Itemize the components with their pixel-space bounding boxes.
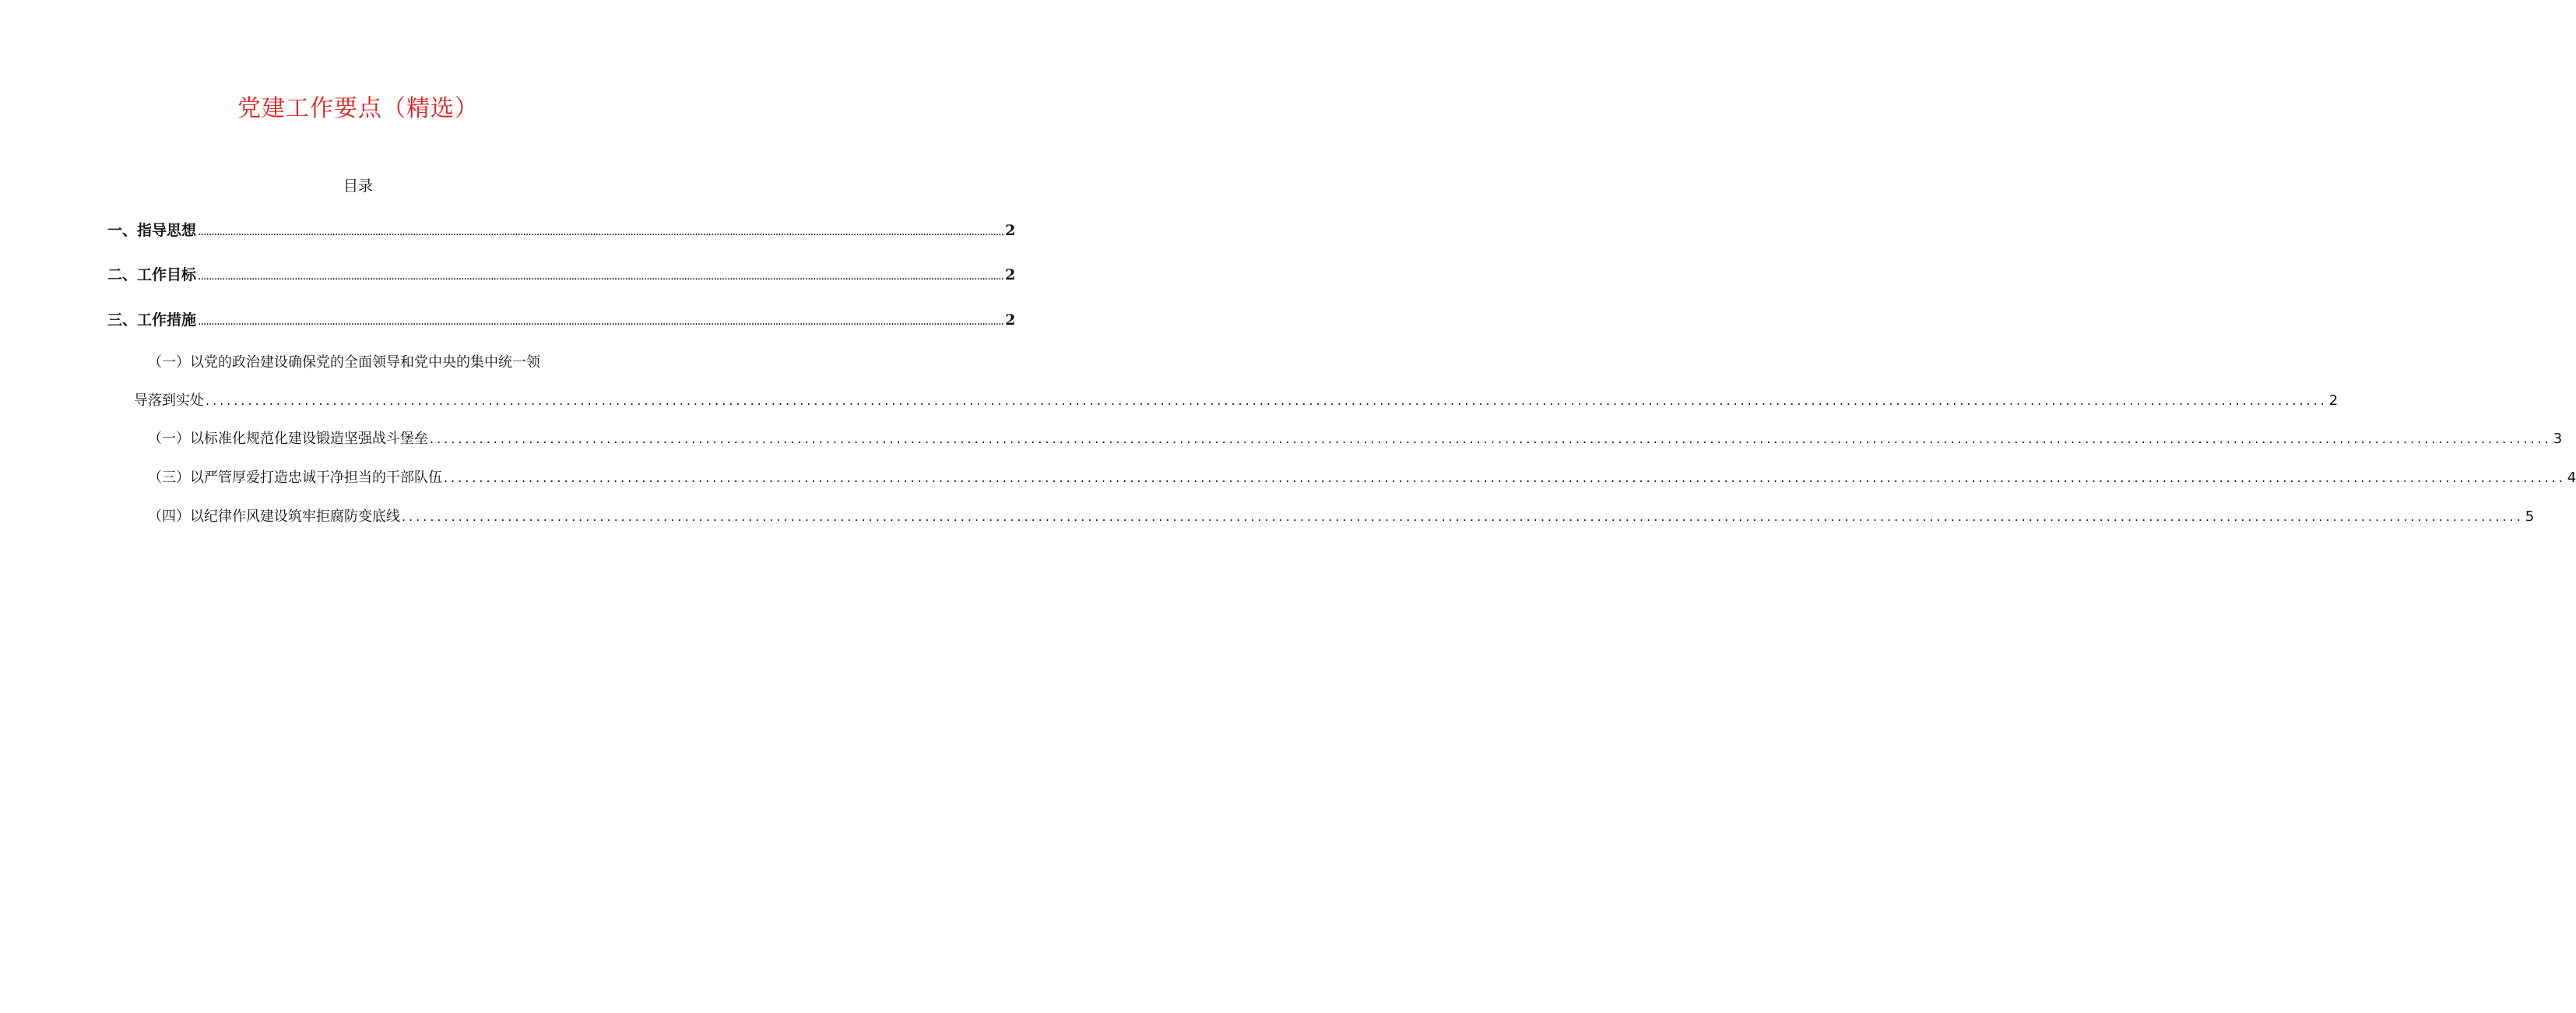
toc-heading: 目录 [343, 178, 373, 195]
toc-subentry-label: （三）以严管厚爱打造忠诚干净担当的干部队伍 [148, 470, 442, 486]
toc-dot-leader: ............................................................................................................................................................................................................................................................................................................ [430, 431, 2552, 446]
toc-page-number: 2 [1005, 311, 1016, 329]
toc-dot-leader: ............................................................................................................................................................................................................................................................................................................ [402, 509, 2524, 524]
toc-page-number: 3 [2553, 431, 2563, 447]
toc-dot-leader: ............................................................................................................................................................................................................................................................................................................ [444, 470, 2566, 485]
toc-page-number: 2 [1005, 266, 1016, 283]
toc-subentry-cadre-team[interactable] [148, 466, 2576, 490]
toc-page-number: 2 [2328, 392, 2339, 409]
toc-dot-leader: ............................................................................................................................................................................................................................................................................................................ [198, 315, 1004, 328]
toc-entry-label: 三、工作措施 [107, 311, 197, 329]
toc-subentry-standardization[interactable] [148, 427, 2563, 451]
toc-page-number: 4 [2567, 470, 2576, 486]
toc-subentry-label-line1: （一）以党的政治建设确保党的全面领导和党中央的集中统一领 [148, 354, 540, 371]
toc-entry-label: 一、指导思想 [107, 222, 197, 239]
toc-dot-leader: ............................................................................................................................................................................................................................................................................................................ [206, 393, 2328, 408]
document-title: 党建工作要点（精选） [237, 95, 479, 122]
toc-entry-guiding-ideology[interactable] [107, 219, 1016, 244]
toc-subentry-political-building-continued[interactable] [134, 389, 2339, 413]
toc-entry-label: 二、工作目标 [107, 266, 197, 283]
toc-subentry-discipline[interactable] [148, 505, 2535, 529]
toc-dot-leader: ............................................................................................................................................................................................................................................................................................................ [198, 226, 1004, 238]
toc-subentry-label: （四）以纪律作风建设筑牢拒腐防变底线 [148, 508, 400, 525]
toc-page-number: 2 [1005, 222, 1016, 239]
toc-entry-work-goals[interactable] [107, 263, 1016, 288]
toc-entry-work-measures[interactable] [107, 308, 1016, 333]
toc-page-number: 5 [2525, 508, 2535, 525]
toc-subentry-label-line2: 导落到实处 [134, 392, 204, 409]
toc-dot-leader: ............................................................................................................................................................................................................................................................................................................ [198, 270, 1004, 283]
toc-subentry-label: （一）以标准化规范化建设锻造坚强战斗堡垒 [148, 431, 428, 447]
toc-subentry-political-building[interactable] [148, 351, 605, 375]
